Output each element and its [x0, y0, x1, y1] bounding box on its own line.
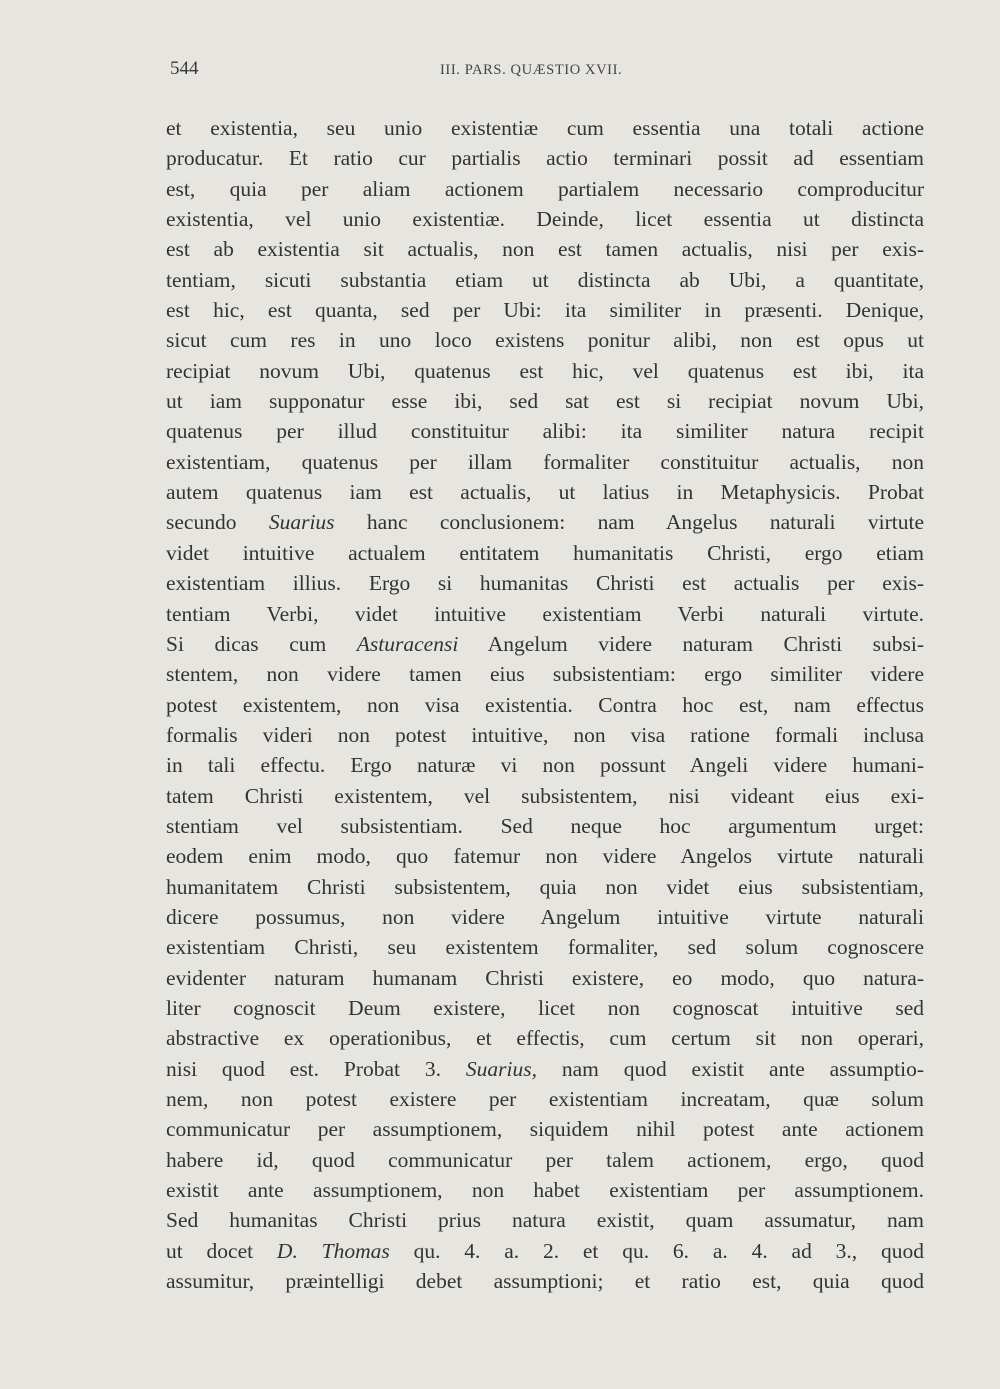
text-line — [166, 1145, 924, 1175]
text-segment: formalis videri non potest intuitive, non visa ratione formali inclusa — [166, 722, 924, 747]
text-line — [166, 568, 924, 598]
text-segment: nem, non potest existere per existentiam increatam, quæ solum — [166, 1087, 924, 1111]
text-line — [166, 841, 924, 871]
italic-name: Suarius — [268, 510, 335, 535]
text-segment: ut iam supponatur esse ibi, sed sat est si recipiat novum Ubi, — [166, 389, 924, 414]
text-segment: assumitur, præintelligi debet assumptioni; et ratio est, quia quod — [166, 1269, 924, 1294]
text-line — [166, 750, 924, 780]
text-line — [166, 1084, 924, 1114]
text-line — [166, 325, 924, 355]
running-head: III. PARS. QUÆSTIO XVII. — [440, 62, 623, 78]
text-segment: stentiam vel subsistentiam. Sed neque hoc argumentum urget: — [166, 813, 924, 838]
text-line — [166, 1205, 924, 1235]
text-line — [166, 295, 924, 325]
text-segment: liter cognoscit Deum existere, licet non cognoscat intuitive sed — [166, 995, 924, 1020]
text-segment: nisi quod est. Probat 3. — [166, 1056, 466, 1081]
text-line — [166, 720, 924, 750]
italic-name: Asturacensi — [356, 631, 459, 656]
text-line — [166, 113, 924, 143]
text-line — [166, 143, 924, 173]
text-line — [166, 902, 924, 932]
text-segment: ut docet — [166, 1238, 277, 1263]
text-line — [166, 447, 924, 477]
text-segment: secundo — [166, 510, 269, 535]
text-line — [166, 234, 924, 264]
text-segment: habere id, quod communicatur per talem actionem, ergo, quod — [166, 1147, 924, 1172]
text-segment: existentiam illius. Ergo si humanitas Christi est actualis per exis- — [166, 571, 924, 596]
text-segment: stentem, non videre tamen eius subsistentiam: ergo similiter videre — [166, 662, 924, 687]
text-segment: quatenus per illud constituitur alibi: ita similiter natura recipit — [166, 419, 924, 444]
text-line — [166, 1023, 924, 1053]
text-segment: et existentia, seu unio existentiæ cum essentia una totali actione — [166, 116, 924, 140]
text-line — [166, 872, 924, 902]
text-line — [166, 781, 924, 811]
text-line — [166, 599, 924, 629]
text-segment: est, quia per aliam actionem partialem necessario comproducitur — [166, 176, 924, 201]
text-line — [166, 416, 924, 446]
text-segment: in tali effectu. Ergo naturæ vi non possunt Angeli videre humani- — [166, 753, 924, 778]
text-line — [166, 932, 924, 962]
text-segment: evidenter naturam humanam Christi existere, eo modo, quo natura- — [166, 965, 924, 990]
text-segment: potest existentem, non visa existentia. Contra hoc est, nam effectus — [166, 692, 924, 717]
text-segment: Angelum videre naturam Christi subsi- — [458, 631, 924, 656]
text-segment: tentiam, sicuti substantia etiam ut distincta ab Ubi, a quantitate, — [166, 267, 924, 292]
text-line — [166, 265, 924, 295]
text-segment: existentiam Christi, seu existentem formaliter, sed solum cognoscere — [166, 935, 924, 960]
text-segment: existit ante assumptionem, non habet existentiam per assumptionem. — [166, 1178, 924, 1203]
text-segment: est ab existentia sit actualis, non est tamen actualis, nisi per exis- — [166, 237, 924, 262]
text-segment: producatur. Et ratio cur partialis actio terminari possit ad essentiam — [166, 146, 924, 171]
text-line — [166, 1266, 924, 1296]
text-segment: autem quatenus iam est actualis, ut latius in Metaphysicis. Probat — [166, 480, 924, 505]
text-line — [166, 629, 924, 659]
text-line — [166, 538, 924, 568]
text-segment: Si dicas cum — [166, 631, 357, 656]
text-segment: communicatur per assumptionem, siquidem nihil potest ante actionem — [166, 1117, 924, 1142]
text-segment: Sed humanitas Christi prius natura existit, quam assumatur, nam — [166, 1208, 924, 1233]
text-segment: recipiat novum Ubi, quatenus est hic, vel quatenus est ibi, ita — [166, 358, 924, 383]
text-line — [166, 1236, 924, 1266]
text-segment: videt intuitive actualem entitatem humanitatis Christi, ergo etiam — [166, 540, 924, 565]
text-segment: eodem enim modo, quo fatemur non videre Angelos virtute naturali — [166, 844, 924, 869]
text-segment: tatem Christi existentem, vel subsistentem, nisi videant eius exi- — [166, 783, 924, 808]
text-line — [166, 386, 924, 416]
text-line — [166, 1054, 924, 1084]
text-line — [166, 477, 924, 507]
text-segment: nam quod existit ante assumptio- — [536, 1056, 924, 1081]
text-segment: qu. 4. a. 2. et qu. 6. a. 4. ad 3., quod — [389, 1238, 924, 1263]
text-line — [166, 963, 924, 993]
text-line — [166, 659, 924, 689]
italic-name: Suarius, — [465, 1056, 537, 1081]
body-text — [166, 113, 924, 1296]
text-segment: abstractive ex operationibus, et effectis, cum certum sit non operari, — [166, 1026, 924, 1051]
text-segment: sicut cum res in uno loco existens ponitur alibi, non est opus ut — [166, 328, 924, 353]
text-line — [166, 174, 924, 204]
text-segment: dicere possumus, non videre Angelum intuitive virtute naturali — [166, 904, 924, 929]
text-line — [166, 811, 924, 841]
text-line — [166, 993, 924, 1023]
text-segment: existentiam, quatenus per illam formaliter constituitur actualis, non — [166, 449, 924, 474]
text-segment: est hic, est quanta, sed per Ubi: ita similiter in præsenti. Denique, — [166, 298, 924, 323]
text-line — [166, 507, 924, 537]
page-header — [170, 58, 930, 88]
text-segment: existentia, vel unio existentiæ. Deinde, licet essentia ut distincta — [166, 207, 924, 232]
text-segment: hanc conclusionem: nam Angelus naturali virtute — [334, 510, 924, 535]
text-segment: tentiam Verbi, videt intuitive existentiam Verbi naturali virtute. — [166, 601, 924, 626]
text-line — [166, 356, 924, 386]
text-segment: humanitatem Christi subsistentem, quia non videt eius subsistentiam, — [166, 874, 924, 899]
italic-name: D. Thomas — [276, 1238, 390, 1263]
text-line — [166, 690, 924, 720]
text-line — [166, 1114, 924, 1144]
text-line — [166, 204, 924, 234]
page-number: 544 — [170, 58, 199, 79]
text-line — [166, 1175, 924, 1205]
